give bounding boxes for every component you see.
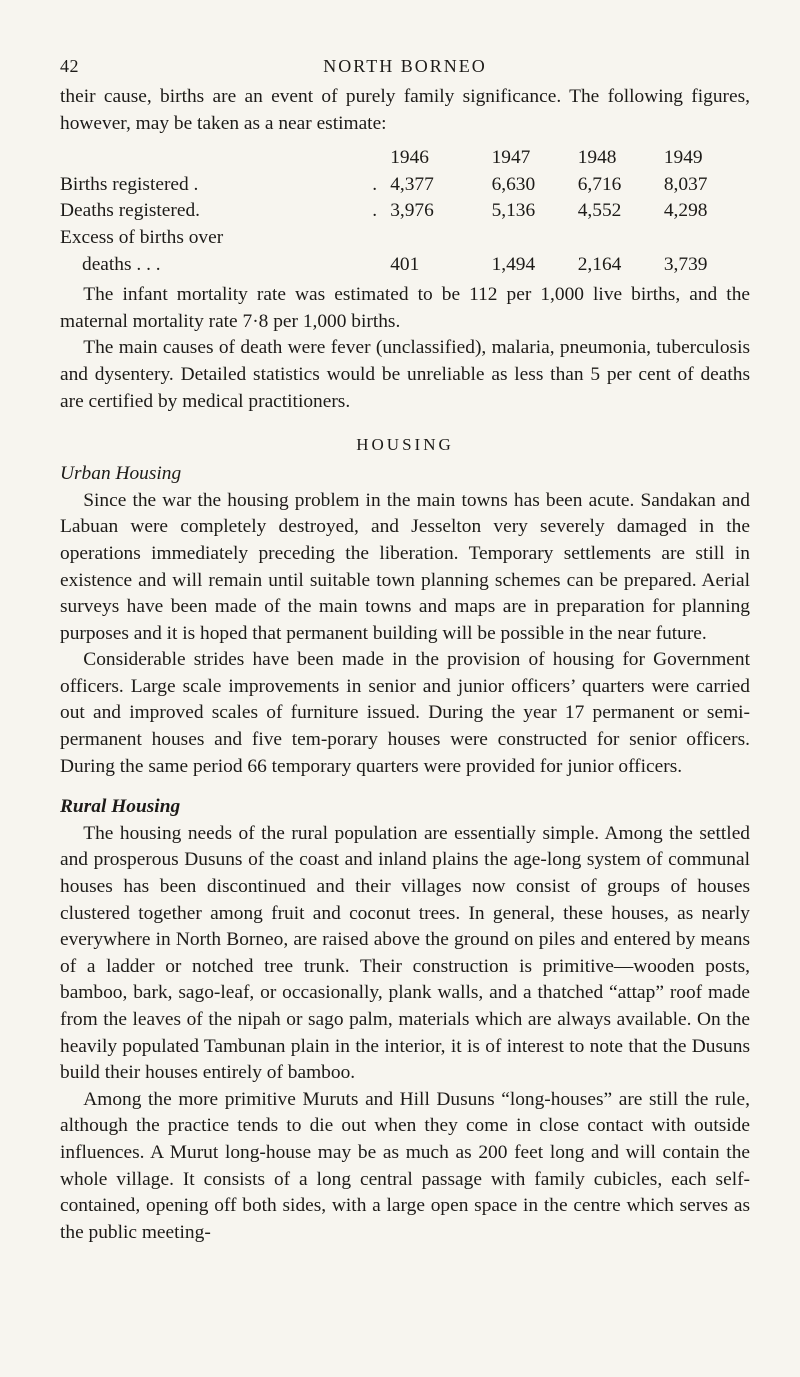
body-paragraph: Since the war the housing problem in the main towns has been acute. Sandakan and Labuan were completely destroyed, and Jesselton very severely damaged in the operations immediately preceding the liberation. Temporary settlements are still in existence and will remain until suitable town planning schemes can be prepared. Aerial surveys have been made of the main towns and maps are in preparation for planning purposes and it is hoped that permanent building will be possible in the near future.: [60, 489, 750, 644]
leader-dot: .: [372, 200, 378, 222]
year-header: 1946: [390, 147, 429, 169]
year-header: 1948: [577, 147, 617, 169]
running-title: NORTH BORNEO: [323, 56, 487, 76]
vital-statistics-table: [60, 145, 750, 278]
table-row: [60, 252, 750, 279]
year-header: 1949: [663, 147, 703, 169]
book-page: [60, 56, 750, 1246]
table-cell: 6,716: [577, 173, 622, 195]
table-cell: 8,037: [663, 173, 708, 195]
body-paragraph: The main causes of death were fever (unclassified), malaria, pneumonia, tuberculosis and dysentery. Detailed statistics would be unreliable as less than 5 per cent of deaths are certified by medical practitioners.: [60, 337, 750, 412]
leader-dot: .: [372, 173, 378, 195]
table-cell: 4,552: [577, 200, 622, 222]
row-label: Births registered .: [60, 173, 199, 195]
table-cell: 6,630: [491, 173, 536, 195]
page-number: 42: [60, 56, 79, 76]
table-cell: 4,377: [390, 173, 434, 195]
row-label: Deaths registered.: [60, 200, 200, 222]
year-header: 1947: [491, 147, 531, 169]
row-label: deaths . . .: [82, 253, 161, 275]
intro-paragraph: their cause, births are an event of purely family significance. The following figures, however, may be taken as a near estimate:: [60, 86, 750, 134]
table-cell: 4,298: [663, 200, 708, 222]
rural-housing-heading: Rural Housing: [60, 796, 181, 818]
table-cell: 401: [390, 253, 420, 275]
table-row: [60, 172, 750, 199]
table-cell: 1,494: [491, 253, 536, 275]
body-paragraph: The housing needs of the rural population are essentially simple. Among the settled and prosperous Dusuns of the coast and inland plains the age-long system of communal houses has been discontinued and their villages now consist of groups of houses clustered together among fruit and coconut trees. In general, these houses, as nearly everywhere in North Borneo, are raised above the ground on piles and entered by means of a ladder or notched tree trunk. Their construction is primitive—wooden posts, bamboo, bark, sago-leaf, or occasionally, plank walls, and a thatched “attap” roof made from the leaves of the nipah or sago palm, materials which are always available. On the heavily populated Tambunan plain in the interior, it is of interest to note that the Dusuns build their houses entirely of bamboo.: [60, 822, 750, 1084]
table-cell: 5,136: [491, 200, 536, 222]
body-paragraph: Among the more primitive Muruts and Hill Dusuns “long-houses” are still the rule, although the practice tends to die out when they come in close contact with outside influences. A Murut long-house may be as much as 200 feet long and will contain the whole village. It consists of a long central passage with family cubicles, each self-contained, opening off both sides, with a large open space in the centre which serves as the public meeting-: [60, 1088, 750, 1243]
table-row: [60, 225, 750, 252]
row-label: Excess of births over: [60, 226, 224, 248]
table-header-row: [60, 145, 750, 172]
table-cell: 3,976: [390, 200, 434, 222]
urban-housing-heading: Urban Housing: [60, 463, 182, 485]
table-cell: 2,164: [577, 253, 622, 275]
section-heading: HOUSING: [356, 435, 454, 455]
table-row: [60, 198, 750, 225]
table-cell: 3,739: [663, 253, 708, 275]
body-paragraph: The infant mortality rate was estimated to be 112 per 1,000 live births, and the maternal mortality rate 7·8 per 1,000 births.: [60, 284, 750, 332]
page-header: [60, 56, 750, 84]
body-paragraph: Considerable strides have been made in the provision of housing for Government officers. Large scale improvements in senior and junior officers’ quarters were carried out and improved scales of furniture issued. During the year 17 permanent or semi-permanent houses and five tem-porary houses were constructed for senior officers. During the same period 66 temporary quarters were provided for junior officers.: [60, 649, 750, 777]
